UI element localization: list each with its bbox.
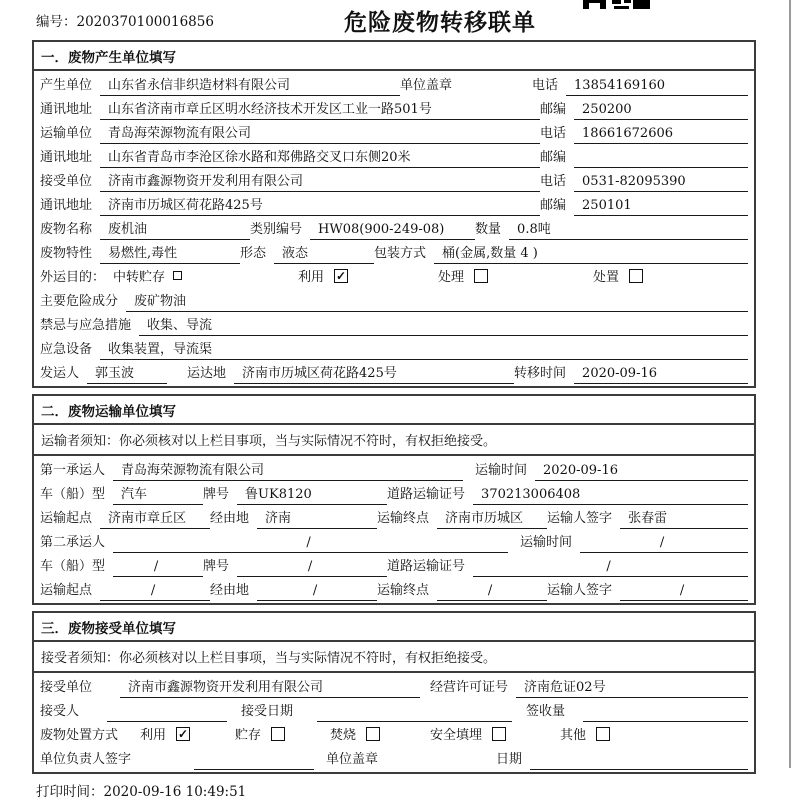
field-value: 济南市鑫源物资开发利用有限公司 bbox=[120, 679, 420, 698]
checkbox-field bbox=[330, 724, 430, 746]
field-value: 2020-09-16 bbox=[535, 462, 748, 481]
field-label: 接受日期 bbox=[241, 704, 294, 719]
field-label: 主要危险成分 bbox=[40, 294, 119, 309]
form-row bbox=[40, 240, 748, 264]
field-label: 牌号 bbox=[203, 559, 230, 574]
field-value: 鲁UK8120 bbox=[237, 486, 387, 505]
page-title: 危险废物转移联单 bbox=[344, 9, 536, 36]
field-value: 济南市历城区荷花路425号 bbox=[100, 197, 540, 216]
field-label: 数量 bbox=[475, 222, 502, 237]
form-row bbox=[40, 674, 748, 698]
field-value: 易燃性,毒性 bbox=[100, 245, 240, 264]
field-label: 运输起点 bbox=[40, 583, 93, 598]
field-value: 收集装置，导流渠 bbox=[100, 341, 748, 360]
checkbox-field bbox=[593, 266, 643, 288]
field-label: 产生单位 bbox=[40, 78, 93, 93]
checkbox-unchecked-icon bbox=[492, 727, 506, 741]
form-row bbox=[40, 216, 748, 240]
field-label: 应急设备 bbox=[40, 342, 93, 357]
checkbox-field bbox=[438, 266, 593, 288]
field-label: 废物名称 bbox=[40, 222, 93, 237]
field-value: 青岛海荣源物流有限公司 bbox=[113, 462, 463, 481]
field-label: 邮编 bbox=[540, 102, 567, 117]
form-row bbox=[40, 264, 748, 288]
document-header bbox=[0, 0, 796, 40]
form-row bbox=[40, 553, 748, 577]
field-label: 经由地 bbox=[210, 511, 250, 526]
field-label: 运输起点 bbox=[40, 511, 93, 526]
field-label: 运输终点 bbox=[377, 511, 430, 526]
field-value: / bbox=[620, 582, 748, 601]
field-value: 废矿物油 bbox=[126, 293, 748, 312]
field-value: 0.8吨 bbox=[509, 221, 748, 240]
form-row bbox=[40, 457, 748, 481]
field-value: 济南市历城区荷花路425号 bbox=[234, 365, 514, 384]
form-row bbox=[40, 360, 748, 384]
field-value: 山东省永信非织造材料有限公司 bbox=[100, 77, 400, 96]
field-label: 日期 bbox=[496, 752, 523, 767]
section-waste-producer bbox=[32, 40, 756, 388]
field-value: 液态 bbox=[274, 245, 374, 264]
field-label: 邮编 bbox=[540, 198, 567, 213]
checkbox-unchecked-icon bbox=[271, 727, 285, 741]
field-label: 运输终点 bbox=[377, 583, 430, 598]
field-value: HW08(900-249-08) bbox=[310, 221, 475, 240]
checkbox-label: 处理 bbox=[438, 270, 465, 285]
field-label: 类别编号 bbox=[250, 222, 303, 237]
field-label: 经营许可证号 bbox=[430, 680, 509, 695]
field-value bbox=[194, 751, 314, 770]
field-value: 张春雷 bbox=[620, 510, 748, 529]
transporter-rows bbox=[34, 456, 754, 603]
field-label: 禁忌与应急措施 bbox=[40, 318, 132, 333]
section-waste-transporter bbox=[32, 394, 756, 605]
form-row bbox=[40, 168, 748, 192]
checkbox-label: 利用 bbox=[140, 728, 167, 743]
checkbox-checked-icon: ✓ bbox=[178, 726, 189, 741]
field-label: 道路运输证号 bbox=[387, 487, 466, 502]
field-label: 电话 bbox=[532, 78, 559, 93]
form-row bbox=[40, 698, 748, 722]
field-value: / bbox=[113, 558, 203, 577]
field-value: 2020-09-16 bbox=[574, 365, 748, 384]
checkbox-label: 处置 bbox=[593, 270, 620, 285]
field-value: / bbox=[473, 558, 748, 577]
field-label: 发运人 bbox=[40, 366, 80, 381]
field-label: 运达地 bbox=[187, 366, 227, 381]
field-value: 济南市鑫源物资开发利用有限公司 bbox=[100, 173, 540, 192]
field-value bbox=[583, 703, 748, 722]
checkbox-unchecked-icon bbox=[629, 269, 643, 283]
field-value: 济南市历城区 bbox=[437, 510, 547, 529]
field-label: 运输人签字 bbox=[547, 583, 613, 598]
form-number-label: 编号： bbox=[36, 14, 77, 30]
form-row bbox=[40, 529, 748, 553]
field-label: 通讯地址 bbox=[40, 102, 93, 117]
section-heading-receiver: 三．废物接受单位填写 bbox=[34, 613, 754, 642]
field-label: 签收量 bbox=[526, 704, 566, 719]
field-label: 外运目的： bbox=[40, 270, 106, 285]
section-waste-receiver bbox=[32, 611, 756, 774]
print-time-value: 2020-09-16 10:49:51 bbox=[103, 784, 247, 800]
field-value: 收集、导流 bbox=[139, 317, 748, 336]
field-value: / bbox=[100, 582, 210, 601]
checkbox-field bbox=[430, 724, 560, 746]
form-row bbox=[40, 336, 748, 360]
field-value: 济南危证02号 bbox=[516, 679, 748, 698]
checkbox-field bbox=[235, 724, 330, 746]
field-label: 车（船）型 bbox=[40, 487, 106, 502]
field-label: 接受单位 bbox=[40, 680, 93, 695]
checkbox-label: 其他 bbox=[560, 728, 587, 743]
field-value bbox=[107, 703, 227, 722]
checkbox-label: 中转贮存 bbox=[113, 270, 166, 285]
field-value: 郭玉波 bbox=[87, 365, 167, 384]
print-time bbox=[36, 780, 796, 800]
scan-page-edge-line bbox=[789, 0, 791, 768]
field-value: / bbox=[237, 558, 387, 577]
transporter-notice: 运输者须知：你必须核对以上栏目事项，当与实际情况不符时，有权拒绝接受。 bbox=[34, 425, 754, 456]
field-value: 废机油 bbox=[100, 221, 250, 240]
field-label: 形态 bbox=[240, 246, 267, 261]
field-value: 18661672606 bbox=[574, 125, 748, 144]
receiver-rows bbox=[34, 673, 754, 772]
form-row bbox=[40, 746, 748, 770]
field-label: 运输人签字 bbox=[547, 511, 613, 526]
form-row bbox=[40, 722, 748, 746]
form-body bbox=[32, 40, 756, 774]
field-label: 第二承运人 bbox=[40, 535, 106, 550]
field-value: 桶(金属,数量 4 ) bbox=[434, 245, 748, 264]
checkbox-label: 利用 bbox=[298, 270, 325, 285]
checkbox-unchecked-icon bbox=[366, 727, 380, 741]
field-value: 250101 bbox=[574, 197, 748, 216]
receiver-notice: 接受者须知：你必须核对以上栏目事项，当与实际情况不符时，有权拒绝接受。 bbox=[34, 642, 754, 673]
field-label: 包装方式 bbox=[374, 246, 427, 261]
form-number bbox=[36, 10, 214, 30]
checkbox-checked-icon: ✓ bbox=[336, 268, 347, 283]
checkbox-field bbox=[560, 724, 610, 746]
checkbox-label: 贮存 bbox=[235, 728, 262, 743]
field-label: 通讯地址 bbox=[40, 198, 93, 213]
field-value: / bbox=[437, 582, 547, 601]
field-value: 济南市章丘区 bbox=[100, 510, 210, 529]
checkbox-unchecked-icon bbox=[596, 727, 610, 741]
field-value: 青岛海荣源物流有限公司 bbox=[100, 125, 540, 144]
field-label: 运输单位 bbox=[40, 126, 93, 141]
form-number-value: 2020370100016856 bbox=[76, 14, 214, 30]
form-row bbox=[40, 288, 748, 312]
field-label: 转移时间 bbox=[514, 366, 567, 381]
field-value: 山东省青岛市李沧区徐水路和郑佛路交叉口东侧20米 bbox=[100, 149, 540, 168]
field-value: 370213006408 bbox=[473, 486, 748, 505]
field-value: / bbox=[580, 534, 748, 553]
field-value: 13854169160 bbox=[566, 77, 748, 96]
field-label: 废物处置方式 bbox=[40, 728, 119, 743]
field-label: 牌号 bbox=[203, 487, 230, 502]
producer-rows bbox=[34, 71, 754, 386]
checkbox-field bbox=[113, 266, 298, 288]
field-label: 单位负责人签字 bbox=[40, 752, 132, 767]
checkbox-unchecked-icon bbox=[173, 271, 182, 280]
checkbox-label: 安全填埋 bbox=[430, 728, 483, 743]
form-row bbox=[40, 96, 748, 120]
checkbox-field bbox=[140, 724, 235, 746]
form-row bbox=[40, 505, 748, 529]
field-label: 经由地 bbox=[210, 583, 250, 598]
field-label: 道路运输证号 bbox=[387, 559, 466, 574]
field-label: 邮编 bbox=[540, 150, 567, 165]
field-label: 电话 bbox=[540, 126, 567, 141]
form-row bbox=[40, 312, 748, 336]
field-label: 运输时间 bbox=[475, 463, 528, 478]
field-value: / bbox=[113, 534, 508, 553]
checkbox-label: 焚烧 bbox=[330, 728, 357, 743]
field-label: 运输时间 bbox=[520, 535, 573, 550]
field-label: 单位盖章 bbox=[326, 752, 379, 767]
field-label: 车（船）型 bbox=[40, 559, 106, 574]
field-value bbox=[530, 751, 748, 770]
static-text: 单位盖章 bbox=[400, 78, 453, 93]
print-time-label: 打印时间： bbox=[36, 784, 104, 800]
field-value: 山东省济南市章丘区明水经济技术开发区工业一路501号 bbox=[100, 101, 540, 120]
form-row bbox=[40, 120, 748, 144]
field-label: 接受人 bbox=[40, 704, 80, 719]
section-heading-producer: 一．废物产生单位填写 bbox=[34, 42, 754, 71]
field-value: 250200 bbox=[574, 101, 748, 120]
field-value bbox=[317, 703, 512, 722]
field-label: 电话 bbox=[540, 174, 567, 189]
section-heading-transporter: 二．废物运输单位填写 bbox=[34, 396, 754, 425]
form-row bbox=[40, 481, 748, 505]
field-value: 0531-82095390 bbox=[574, 173, 748, 192]
form-row bbox=[40, 192, 748, 216]
form-row bbox=[40, 144, 748, 168]
field-label: 通讯地址 bbox=[40, 150, 93, 165]
field-label: 接受单位 bbox=[40, 174, 93, 189]
form-row bbox=[40, 72, 748, 96]
checkbox-field bbox=[298, 266, 438, 288]
field-value bbox=[574, 149, 748, 168]
checkbox-unchecked-icon bbox=[474, 269, 488, 283]
field-value: 济南 bbox=[257, 510, 377, 529]
field-value: / bbox=[257, 582, 377, 601]
field-label: 废物特性 bbox=[40, 246, 93, 261]
form-row bbox=[40, 577, 748, 601]
field-value: 汽车 bbox=[113, 486, 203, 505]
field-label: 第一承运人 bbox=[40, 463, 106, 478]
